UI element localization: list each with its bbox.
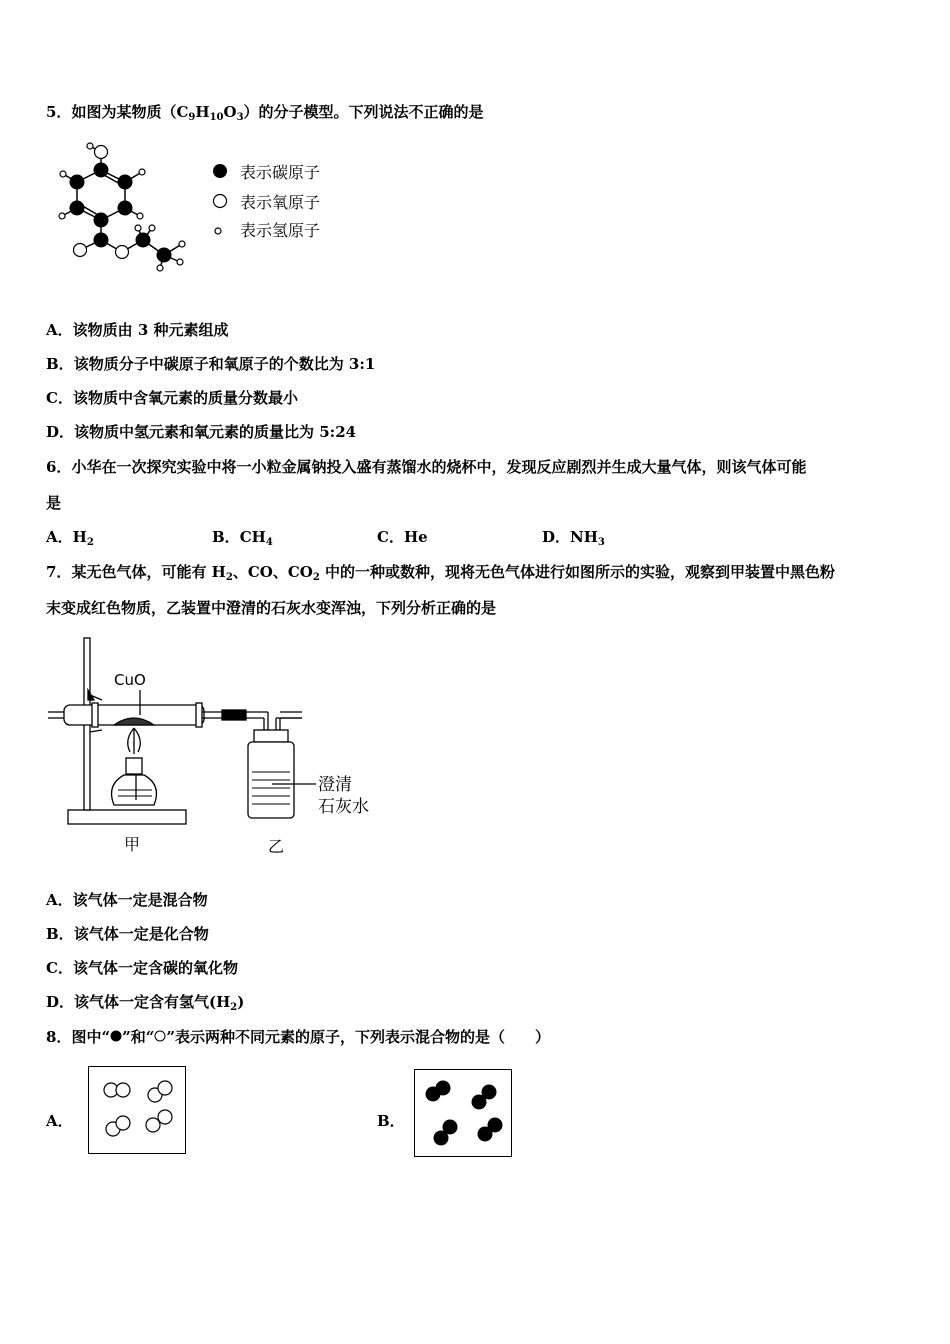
open-molecules-picture (89, 1067, 185, 1153)
small-open-circle-icon (212, 220, 230, 238)
q8-option-a-box[interactable] (88, 1066, 186, 1154)
q6-stem-cont: 是 (46, 494, 62, 512)
open-circle-icon (212, 192, 230, 210)
q5-option-a[interactable]: A．该物质由 3 种元素组成 (46, 321, 229, 339)
q7-option-d[interactable]: D．该气体一定含有氢气$(H_2)$ (46, 993, 245, 1013)
q6-stem: 6．小华在一次探究实验中将一小粒金属钠投入盛有蒸馏水的烧杯中，发现反应剧烈并生成大量气体，则该气体可能 (46, 458, 807, 476)
q8-option-a-label[interactable]: A． (46, 1112, 73, 1130)
filled-molecules-picture (415, 1070, 511, 1156)
q5-option-c[interactable]: C．该物质中含氧元素的质量分数最小 (46, 389, 298, 407)
label-jia: 甲 (124, 835, 141, 854)
q6-option-d[interactable]: D．$NH_3$ (542, 528, 605, 548)
q6-option-a[interactable]: A．$H_2$ (46, 528, 94, 548)
molecule-model-diagram (50, 140, 200, 270)
q6-option-b[interactable]: B．$CH_4$ (212, 528, 273, 548)
q7-stem: 7．某无色气体，可能有 $H_2$、CO、$CO_2$ 中的一种或数种，现将无色气体进行如图所示的实验，观察到甲装置中黑色粉 (46, 563, 836, 583)
limewater-label-2: 石灰水 (318, 797, 369, 817)
q7-option-b[interactable]: B．该气体一定是化合物 (46, 925, 209, 943)
q8-stem: 8．图中“ ”和“ ”表示两种不同元素的原子，下列表示混合物的是（ ） (46, 1028, 550, 1046)
q5-option-d[interactable]: D．该物质中氢元素和氧元素的质量比为 5:24 (46, 423, 357, 441)
q8-option-b-label[interactable]: B． (377, 1112, 405, 1130)
q7-option-c[interactable]: C．该气体一定含碳的氧化物 (46, 959, 238, 977)
q8-option-b-box[interactable] (414, 1069, 512, 1157)
q7-stem-cont: 末变成红色物质，乙装置中澄清的石灰水变浑浊，下列分析正确的是 (46, 599, 497, 617)
filled-circle-icon (212, 162, 230, 180)
q5-option-b[interactable]: B．该物质分子中碳原子和氧原子的个数比为 3:1 (46, 355, 376, 373)
q5-stem: 5．如图为某物质$(C_9H_{10}O_3)$的分子模型。下列说法不正确的是 (46, 103, 484, 123)
cuo-label: CuO (114, 671, 146, 689)
q6-option-c[interactable]: C．He (377, 528, 428, 546)
filled-circle-icon (110, 1029, 122, 1043)
label-yi: 乙 (268, 837, 285, 856)
apparatus-diagram (40, 630, 380, 860)
open-circle-icon (154, 1029, 166, 1043)
limewater-label-1: 澄清 (318, 775, 352, 795)
q7-option-a[interactable]: A．该气体一定是混合物 (46, 891, 208, 909)
